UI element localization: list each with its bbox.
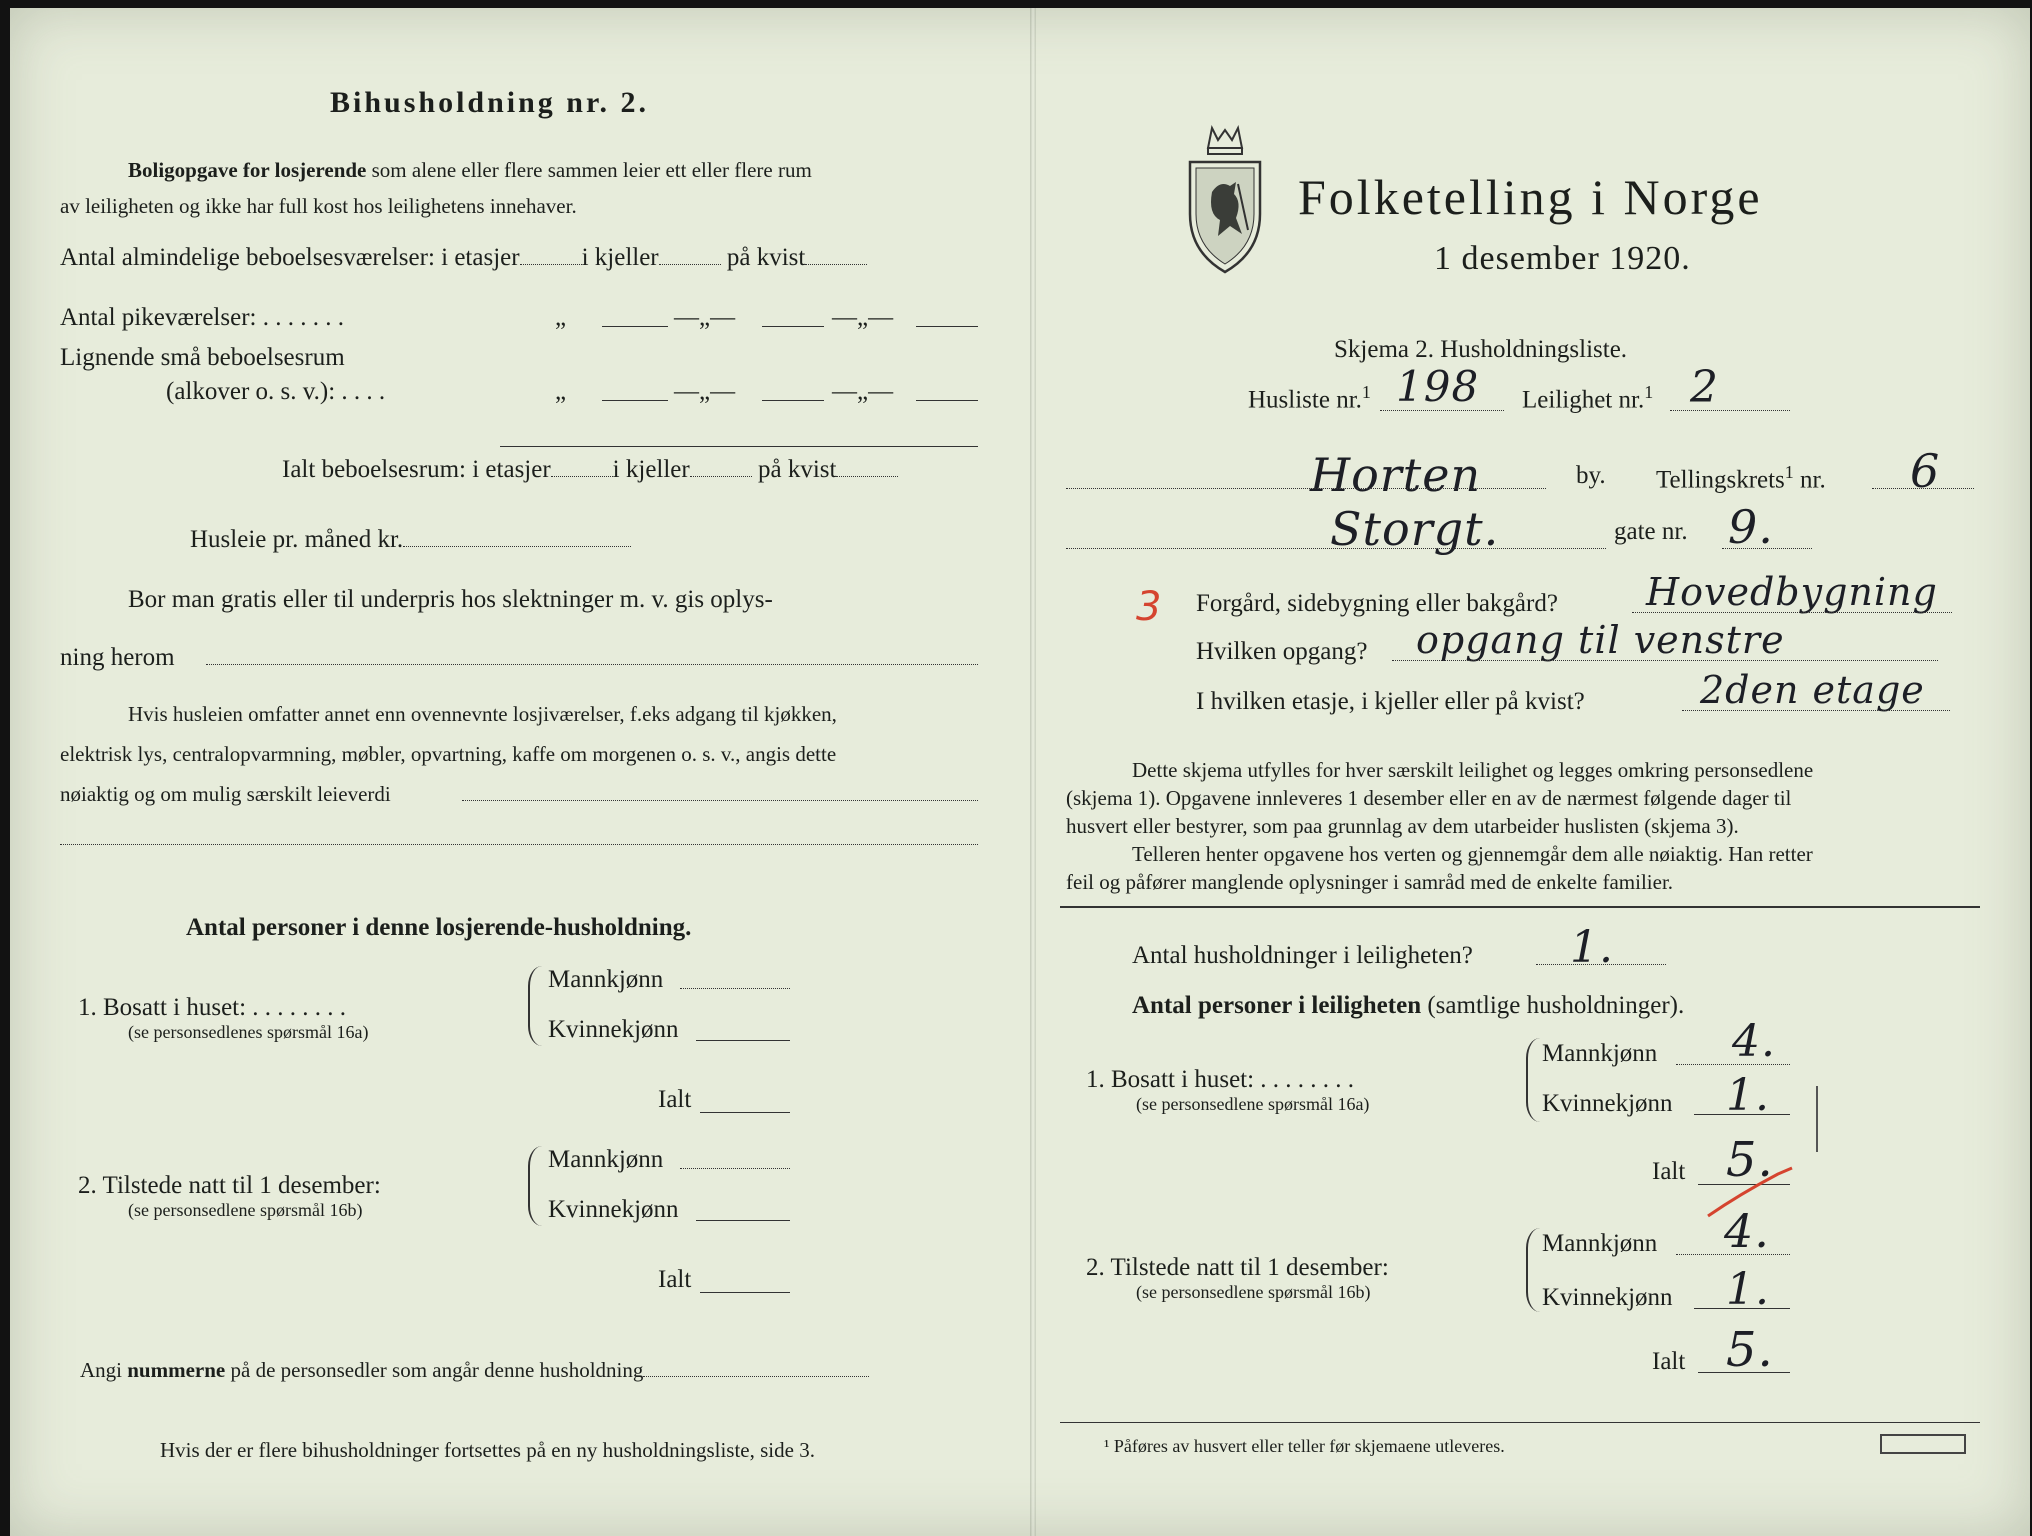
gratis-line-1: Bor man gratis eller til underpris hos slektninger m. v. gis oplys- [128,586,773,613]
right-q1-mann-value: 4. [1732,1016,1776,1067]
right-q1-kvinne-value: 1. [1726,1070,1770,1121]
opgang-value: opgang til venstre [1416,618,1785,662]
ialt-kvist-label: på kvist [757,456,837,483]
right-title: Folketelling i Norge [1298,169,1763,225]
left-q2-kvinne-label: Kvinnekjønn [548,1196,679,1223]
angi-row [80,1358,869,1383]
left-q2-label: 2. Tilstede natt til 1 desember: [78,1172,381,1199]
etasje-label: I hvilken etasje, i kjeller eller på kvist? [1196,688,1585,715]
right-q2-kvinne-field[interactable] [1694,1308,1790,1309]
intro-line-1 [128,158,978,183]
right-q1-mann-label: Mannkjønn [1542,1040,1658,1067]
ialt-kjeller-field[interactable] [690,476,752,477]
small-ditto-2: —„— [674,378,736,405]
rooms-etasjer-field[interactable] [520,264,582,265]
leilighet-label: Leilighet nr.$^1$ [1522,382,1654,414]
census-date: 1 desember 1920. [1434,240,1691,277]
husliste-value: 198 [1396,362,1480,411]
ialt-etasjer-field[interactable] [551,476,613,477]
rooms-kvist-label: på kvist [726,244,806,271]
hvis-line-2: elektrisk lys, centralopvarmning, møbler, opvartning, kaffe om morgenen o. s. v., angis dette [60,742,837,766]
right-q2-ialt-label: Ialt [1652,1348,1686,1375]
intro-line-2: av leiligheten og ikke har full kost hos leilighetens innehaver. [60,194,577,218]
pike-etasjer-field[interactable] [602,326,668,327]
left-q2-brace [528,1146,542,1226]
angi-bold: nummerne [127,1358,226,1382]
small-kjeller-field[interactable] [762,400,824,401]
left-q2-mann-label: Mannkjønn [548,1146,664,1173]
left-footer: Hvis der er flere bihusholdninger fortsettes på en ny husholdningsliste, side 3. [160,1438,815,1462]
right-q1-brace [1526,1038,1540,1122]
right-q1-ialt-label: Ialt [1652,1158,1686,1185]
right-q1-kvinne-field[interactable] [1694,1114,1790,1115]
hush-value: 1. [1570,922,1614,973]
right-q2-kvinne-value: 1. [1726,1264,1770,1315]
small-rooms-label-2: (alkover o. s. v.): . . . . [166,378,386,405]
left-q1-mann-label: Mannkjønn [548,966,664,993]
page-fold [1030,8,1036,1536]
ialt-etasjer-label: i etasjer [472,456,551,483]
small-etasjer-field[interactable] [602,400,668,401]
small-kvist-field[interactable] [916,400,978,401]
krets-label: Tellingskrets$^1$ nr. [1656,462,1826,494]
pike-ditto-3: —„— [832,304,894,331]
husliste-label: Husliste nr.$^1$ [1248,382,1371,414]
street-field[interactable] [1066,548,1606,549]
left-q1-ialt-field[interactable] [700,1112,790,1113]
right-persons-bold: Antal personer i leiligheten [1132,992,1422,1019]
left-q1-mann-field[interactable] [680,988,790,989]
etasje-field[interactable] [1682,710,1950,711]
rooms-label: Antal almindelige beboelsesværelser: [60,244,435,271]
right-q2-sub: (se personsedlene spørsmål 16b) [1136,1282,1371,1302]
hush-field[interactable] [1536,964,1666,965]
ialt-rule [500,446,978,447]
left-title: Bihusholdning nr. 2. [330,86,650,119]
right-q2-ialt-field[interactable] [1698,1372,1790,1373]
forgaard-value: Hovedbygning [1646,570,1938,614]
pike-kjeller-field[interactable] [762,326,824,327]
right-q1-mann-field[interactable] [1676,1064,1790,1065]
left-q1-kvinne-label: Kvinnekjønn [548,1016,679,1043]
gate-label: gate nr. [1614,518,1688,545]
pencil-tick [1816,1086,1818,1152]
small-rooms-label-1: Lignende små beboelsesrum [60,344,345,371]
etasje-value: 2den etage [1700,668,1925,712]
footnote-rule [1060,1422,1980,1423]
ialt-kvist-field[interactable] [836,476,898,477]
right-q2-mann-label: Mannkjønn [1542,1230,1658,1257]
footnote: ¹ Påføres av husvert eller teller før skjemaene utleveres. [1104,1436,1505,1456]
census-form-sheet [10,8,2030,1536]
right-q1-sub: (se personsedlene spørsmål 16a) [1136,1094,1370,1114]
right-q2-kvinne-label: Kvinnekjønn [1542,1284,1673,1311]
ialt-rooms-row [282,456,898,484]
rooms-kjeller-field[interactable] [659,264,721,265]
info-line-5: feil og påfører manglende oplysninger i samråd med de enkelte familier. [1066,870,1674,894]
krets-value: 6 [1910,444,1941,498]
section-divider [1060,906,1980,908]
right-q2-brace [1526,1228,1540,1312]
hvis-line-3: nøiaktig og om mulig særskilt leieverdi [60,782,391,806]
pike-kvist-field[interactable] [916,326,978,327]
left-q1-kvinne-field[interactable] [696,1040,790,1041]
leilighet-value: 2 [1690,362,1719,413]
red-pencil-mark: 3 [1136,584,1162,630]
angi-pre: Angi [80,1358,122,1382]
street-value: Storgt. [1330,502,1500,556]
husliste-field[interactable] [1380,410,1504,411]
opgang-field[interactable] [1392,660,1938,661]
right-q1-kvinne-label: Kvinnekjønn [1542,1090,1673,1117]
intro-bold: Boligopgave for losjerende [128,158,367,182]
info-line-4: Telleren henter opgavene hos verten og gjennemgår dem alle nøiaktig. Han retter [1132,842,1813,866]
gratis-line-2: ning herom [60,644,175,671]
schema-label: Skjema 2. Husholdningsliste. [1334,336,1628,363]
printer-stamp-box [1880,1434,1966,1454]
forgaard-label: Forgård, sidebygning eller bakgård? [1196,590,1558,617]
info-line-1: Dette skjema utfylles for hver særskilt leilighet og legges omkring personsedlene [1132,758,1814,782]
hush-label: Antal husholdninger i leiligheten? [1132,942,1473,969]
leieverdi-field-2[interactable] [60,844,978,845]
info-line-3: husvert eller bestyrer, som paa grunnlag av dem utarbeider huslisten (skjema 3). [1066,814,1739,838]
leieverdi-field[interactable] [462,800,978,801]
krets-field[interactable] [1872,488,1974,489]
right-q2-ialt-value: 5. [1726,1322,1774,1378]
by-label: by. [1576,462,1606,489]
opgang-label: Hvilken opgang? [1196,638,1368,665]
pike-label: Antal pikeværelser: . . . . . . . [60,304,344,331]
rent-row [190,526,631,554]
rent-field[interactable] [403,546,631,547]
right-q2-label: 2. Tilstede natt til 1 desember: [1086,1254,1389,1281]
angi-post: på de personsedler som angår denne husholdning [230,1358,644,1382]
left-q2-mann-field[interactable] [680,1168,790,1169]
small-ditto: „ [555,378,567,405]
left-q1-label: 1. Bosatt i huset: . . . . . . . . [78,994,347,1021]
left-persons-heading: Antal personer i denne losjerende-husholdning. [186,914,692,941]
city-field[interactable] [1066,488,1546,489]
rooms-kvist-field[interactable] [805,264,867,265]
left-q2-ialt-field[interactable] [700,1292,790,1293]
right-q1-ialt-value: 5. [1726,1132,1774,1188]
ialt-rooms-label: Ialt beboelsesrum: [282,456,466,483]
left-q2-sub: (se personsedlene spørsmål 16b) [128,1200,363,1220]
right-persons-heading [1132,992,1684,1020]
city-value: Horten [1310,448,1482,502]
pike-ditto-2: —„— [674,304,736,331]
pike-ditto: „ [555,304,567,331]
left-q2-ialt-label: Ialt [658,1266,692,1293]
rooms-kjeller-label: i kjeller [581,244,659,271]
left-q1-ialt-label: Ialt [658,1086,692,1113]
gate-value: 9. [1728,500,1774,554]
ialt-kjeller-label: i kjeller [612,456,690,483]
gate-field[interactable] [1722,548,1812,549]
intro-rest: som alene eller flere sammen leier ett eller flere rum [371,158,812,182]
rent-label: Husleie pr. måned kr. [190,526,404,553]
hvis-line-1: Hvis husleien omfatter annet enn ovennevnte losjiværelser, f.eks adgang til kjøkken, [128,702,837,726]
left-q2-kvinne-field[interactable] [696,1220,790,1221]
right-q2-mann-field[interactable] [1676,1254,1790,1255]
rooms-row [60,244,867,272]
forgaard-field[interactable] [1632,612,1952,613]
norwegian-coat-of-arms-icon [1182,122,1268,282]
left-q1-sub: (se personsedlenes spørsmål 16a) [128,1022,369,1042]
left-q1-brace [528,966,542,1046]
small-ditto-3: —„— [832,378,894,405]
gratis-field[interactable] [206,664,978,665]
rooms-etasjer-label: i etasjer [441,244,520,271]
leilighet-field[interactable] [1670,410,1790,411]
angi-field[interactable] [643,1376,869,1377]
info-line-2: (skjema 1). Opgavene innleveres 1 desember eller en av de nærmest følgende dager til [1066,786,1792,810]
right-q1-label: 1. Bosatt i huset: . . . . . . . . [1086,1066,1355,1093]
right-q2-mann-value: 4. [1724,1204,1770,1258]
right-persons-rest: (samtlige husholdninger). [1427,992,1685,1019]
